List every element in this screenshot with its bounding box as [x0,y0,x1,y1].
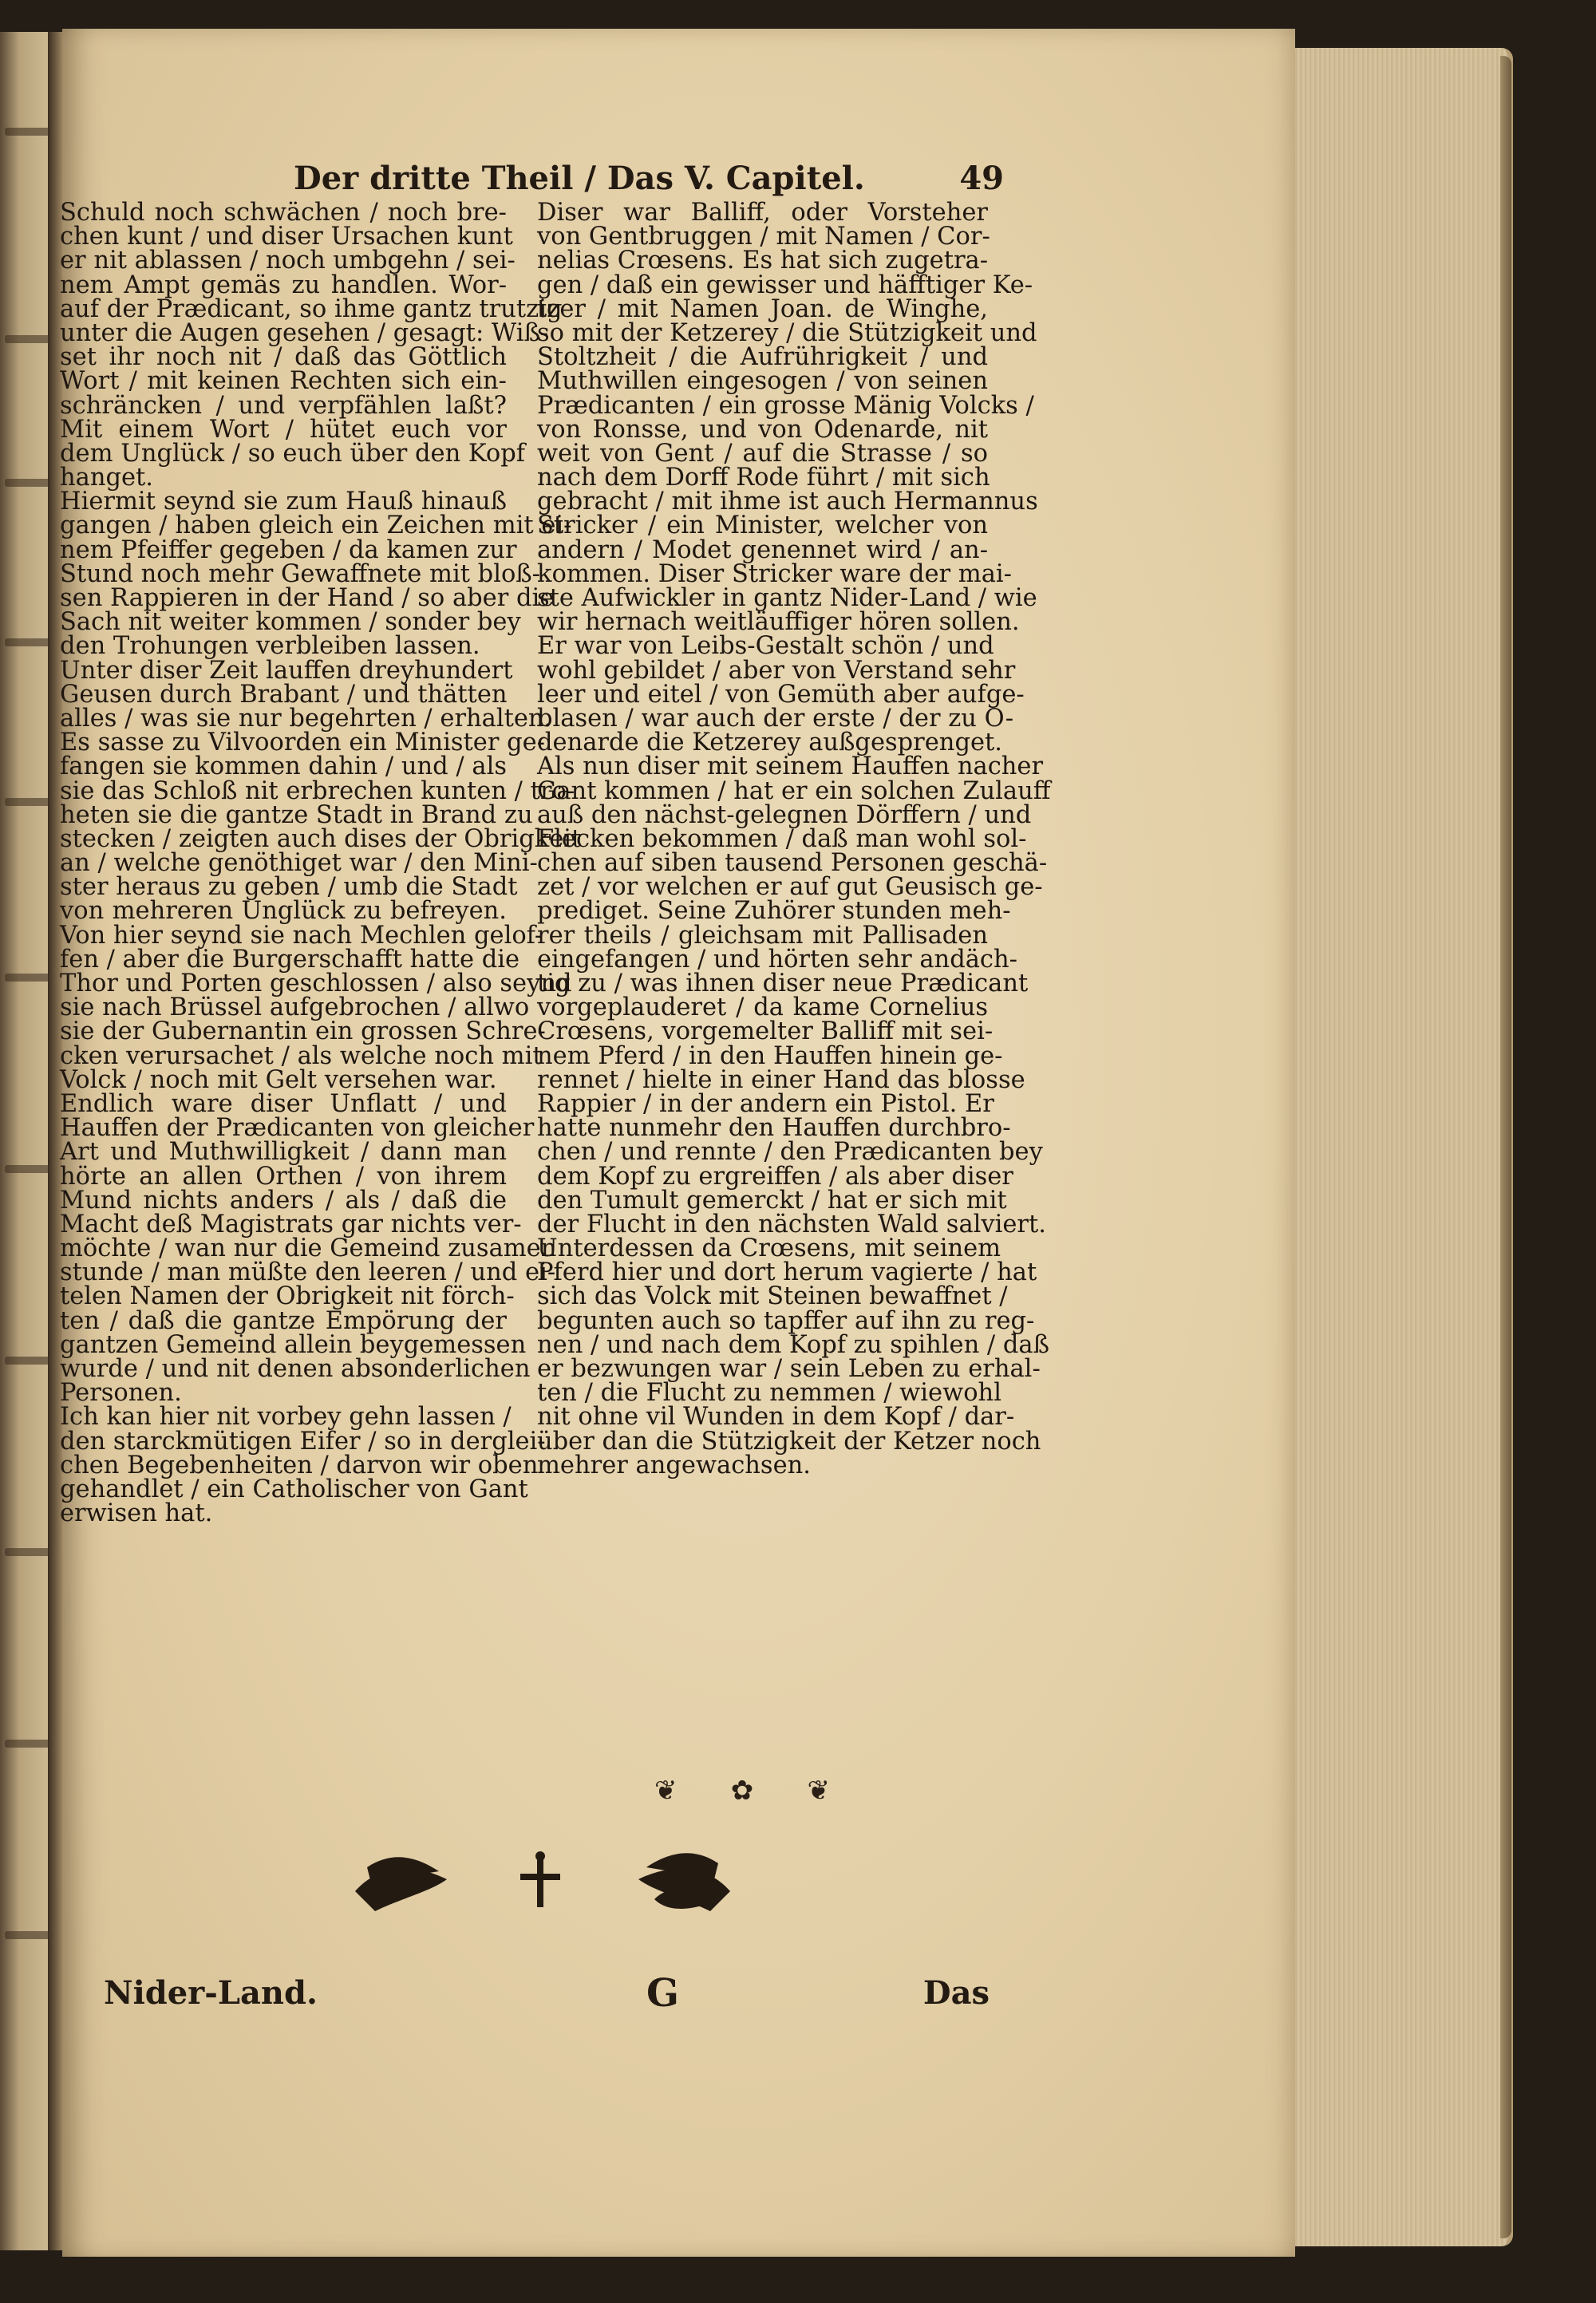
text-line: den Tumult gemerckt / hat er sich mit [537,1186,1007,1215]
text-line: heten sie die gantze Stadt in Brand zu [60,800,533,829]
text-line: fangen sie kommen dahin / und / als [60,753,507,781]
text-line: von Gentbruggen / mit Namen / Cor- [537,223,990,251]
running-header [294,153,1004,201]
right-text-column [537,199,1051,1781]
text-line: Es sasse zu Vilvoorden ein Minister ge- [60,729,545,757]
gathering-letter: G [646,1971,679,2016]
text-line: schräncken / und verpfählen laßt? [60,391,507,420]
text-line: ste Aufwickler in gantz Nider-Land / wie [537,584,1037,612]
text-line: sen Rappieren in der Hand / so aber die [60,584,555,612]
text-line: Thor und Porten geschlossen / also seynd [60,970,572,997]
text-line: nelias Crœsens. Es hat sich zugetra- [537,247,989,275]
text-line: wir hernach weitläuffiger hören sollen. [537,608,1020,637]
text-line: fen / aber die Burgerschafft hatte die [60,945,520,974]
text-line: Wort / mit keinen Rechten sich ein- [60,367,507,396]
text-line: denarde die Ketzerey außgesprenget. [537,729,1002,757]
text-line: zet / vor welchen er auf gut Geusisch ge- [537,873,1043,902]
text-line: Mit einem Wort / hütet euch vor [60,415,507,444]
text-line: Ich kan hier nit vorbey gehn lassen / [60,1403,512,1432]
text-line: rer theils / gleichsam mit Pallisaden [537,921,988,950]
text-line: Crœsens, vorgemelter Balliff mit sei- [537,1017,994,1046]
text-line: von mehreren Unglück zu befreyen. [60,897,507,926]
text-line: Geusen durch Brabant / und thätten [60,680,508,709]
text-fragment [5,1357,51,1365]
text-line: Gant kommen / hat er ein solchen Zulauff [537,776,1051,805]
text-line: weit von Gent / auf die Strasse / so [537,439,988,468]
text-line: Mund nichts anders / als / daß die [60,1186,507,1215]
left-text-column [60,199,582,1781]
text-line: chen / und rennte / den Prædicanten bey [537,1138,1043,1167]
text-line: sie nach Brüssel aufgebrochen / allwo [60,993,530,1022]
text-line: hatte nunmehr den Hauffen durchbro- [537,1114,1011,1143]
flower-icon: ✿ [730,1775,754,1807]
text-line: hanget. [60,464,153,492]
tailpiece-ornament [351,1835,734,1923]
text-line: Prædicanten / ein grosse Mänig Volcks / [537,391,1034,420]
text-line: leer und eitel / von Gemüth aber aufge- [537,680,1025,709]
text-line: den starckmütigen Eifer / so in derglei- [60,1427,546,1456]
text-line: ten / daß die gantze Empörung der [60,1306,507,1335]
text-line: Flecken bekommen / daß man wohl sol- [537,824,1027,853]
text-line: telen Namen der Obrigkeit nit förch- [60,1282,515,1311]
left-foliage-icon [355,1857,447,1911]
text-line: set ihr noch nit / daß das Göttlich [60,343,507,372]
text-fragment [5,479,51,487]
text-line: rennet / hielte in einer Hand das blosse [537,1065,1025,1094]
text-line: mehrer angewachsen. [537,1451,811,1479]
text-line: begunten auch so tapffer auf ihn zu reg- [537,1306,1035,1335]
text-line: Stund noch mehr Gewaffnete mit bloß- [60,559,540,588]
fleuron-icon: ❦ [654,1775,678,1807]
text-fragment [5,638,51,646]
text-line: er bezwungen war / sein Leben zu erhal- [537,1355,1041,1383]
text-line: Stricker / ein Minister, welcher von [537,512,988,540]
text-line: wurde / und nit denen absonderlichen [60,1355,531,1383]
text-line: nem Pferd / in den Hauffen hinein ge- [537,1041,1003,1070]
text-line: gangen / haben gleich ein Zeichen mit ei- [60,512,572,540]
text-line: alles / was sie nur begehrten / erhalten. [60,704,552,733]
text-line: chen kunt / und diser Ursachen kunt [60,223,513,251]
text-line: gantzen Gemeind allein beygemessen [60,1330,527,1359]
page-block-edge [1269,48,1513,2246]
text-line: Volck / noch mit Gelt versehen war. [60,1065,497,1094]
text-line: tig zu / was ihnen diser neue Prædicant [537,970,1029,997]
text-line: Sach nit weiter kommen / sonder bey [60,608,521,637]
page-footer [104,1971,990,2019]
text-line: Personen. [60,1379,182,1408]
text-line: auß den nächst-gelegnen Dörffern / und [537,800,1032,829]
text-line: Unterdessen da Crœsens, mit seinem [537,1234,1001,1263]
signature-mark: Nider-Land. [104,1974,318,2012]
text-line: Schuld noch schwächen / noch bre- [60,199,507,227]
page-number: 49 [959,160,1004,197]
text-line: sie der Gubernantin ein grossen Schre- [60,1017,546,1046]
text-line: chen Begebenheiten / darvon wir oben [60,1451,539,1479]
text-line: Pferd hier und dort herum vagierte / hat [537,1258,1037,1287]
text-line: er nit ablassen / noch umbgehn / sei- [60,247,516,275]
text-line: stecken / zeigten auch dises der Obrigkeit [60,824,582,853]
text-fragment [5,128,51,136]
text-line: Hauffen der Prædicanten von gleicher [60,1114,535,1143]
text-fragment [5,1931,51,1939]
text-line: ster heraus zu geben / umb die Stadt [60,873,518,902]
text-line: Macht deß Magistrats gar nichts ver- [60,1210,522,1238]
text-fragment [5,1740,51,1748]
text-line: nach dem Dorff Rode führt / mit sich [537,464,990,492]
text-line: kommen. Diser Stricker ware der mai- [537,559,1012,588]
text-line: über dan die Stützigkeit der Ketzer noch [537,1427,1041,1456]
fleuron-icon: ❦ [807,1775,830,1807]
text-line: cken verursachet / als welche noch mit [60,1041,543,1070]
text-line: Muthwillen eingesogen / von seinen [537,367,988,396]
text-line: Hiermit seynd sie zum Hauß hinauß [60,488,507,516]
catchword: Das [922,1974,990,2012]
text-fragment [5,1165,51,1173]
text-line: gehandlet / ein Catholischer von Gant [60,1475,528,1503]
text-line: Diser war Balliff, oder Vorsteher [537,199,988,227]
text-line: andern / Modet genennet wird / an- [537,535,988,564]
text-fragment [5,974,51,982]
small-ornament-row [654,1773,830,1808]
running-title: Der dritte Theil / Das V. Capitel. [294,160,865,197]
text-line: den Trohungen verbleiben lassen. [60,632,480,661]
text-line: dem Kopf zu ergreiffen / als aber diser [537,1162,1013,1191]
book-fore-edge [1500,56,1511,2238]
text-line: tzer / mit Namen Joan. de Winghe, [537,294,988,323]
text-line: Rappier / in der andern ein Pistol. Er [537,1089,994,1118]
text-line: auf der Prædicant, so ihme gantz trutzig [60,294,563,323]
text-line: chen auf siben tausend Personen geschä- [537,849,1048,878]
text-line: unter die Augen gesehen / gesagt: Wiß- [60,318,549,347]
right-foliage-icon [638,1853,730,1911]
text-line: Art und Muthwilligkeit / dann man [60,1138,507,1167]
text-line: dem Unglück / so euch über den Kopf [60,439,526,468]
text-line: Unter diser Zeit lauffen dreyhundert [60,656,513,685]
text-line: gen / daß ein gewisser und häfftiger Ke- [537,271,1033,299]
text-line: Endlich ware diser Unflatt / und [60,1089,507,1118]
text-line: nen / und nach dem Kopf zu spihlen / daß [537,1330,1049,1359]
text-line: Von hier seynd sie nach Mechlen gelof- [60,921,543,950]
text-line: hörte an allen Orthen / von ihrem [60,1162,507,1191]
text-line: gebracht / mit ihme ist auch Hermannus [537,488,1038,516]
text-line: erwisen hat. [60,1499,213,1528]
text-line: möchte / wan nur die Gemeind zusamen [60,1234,557,1263]
text-line: sie das Schloß nit erbrechen kunten / tro- [60,776,575,805]
text-line: prediget. Seine Zuhörer stunden meh- [537,897,1011,926]
text-line: so mit der Ketzerey / die Stützigkeit und [537,318,1037,347]
text-line: Er war von Leibs-Gestalt schön / und [537,632,994,661]
text-line: der Flucht in den nächsten Wald salviert. [537,1210,1046,1238]
text-fragment [5,335,51,343]
text-line: von Ronsse, und von Odenarde, nit [537,415,988,444]
text-line: wohl gebildet / aber von Verstand sehr [537,656,1016,685]
text-line: stunde / man müßte den leeren / und ei- [60,1258,556,1287]
text-line: nem Pfeiffer gegeben / da kamen zur [60,535,517,564]
text-line: eingefangen / und hörten sehr andäch- [537,945,1017,974]
text-line: blasen / war auch der erste / der zu O- [537,704,1014,733]
text-fragment [5,1548,51,1556]
text-line: Stoltzheit / die Aufrührigkeit / und [537,343,988,372]
text-line: ten / die Flucht zu nemmen / wiewohl [537,1379,1001,1408]
text-line: Als nun diser mit seinem Hauffen nacher [537,753,1044,781]
text-line: an / welche genöthiget war / den Mini- [60,849,538,878]
text-line: vorgeplauderet / da kame Cornelius [537,993,988,1022]
text-line: nem Ampt gemäs zu handlen. Wor- [60,271,507,299]
text-line: nit ohne vil Wunden in dem Kopf / dar- [537,1403,1015,1432]
text-line: sich das Volck mit Steinen bewaffnet / [537,1282,1008,1311]
cross-icon [520,1851,560,1907]
text-fragment [5,798,51,806]
